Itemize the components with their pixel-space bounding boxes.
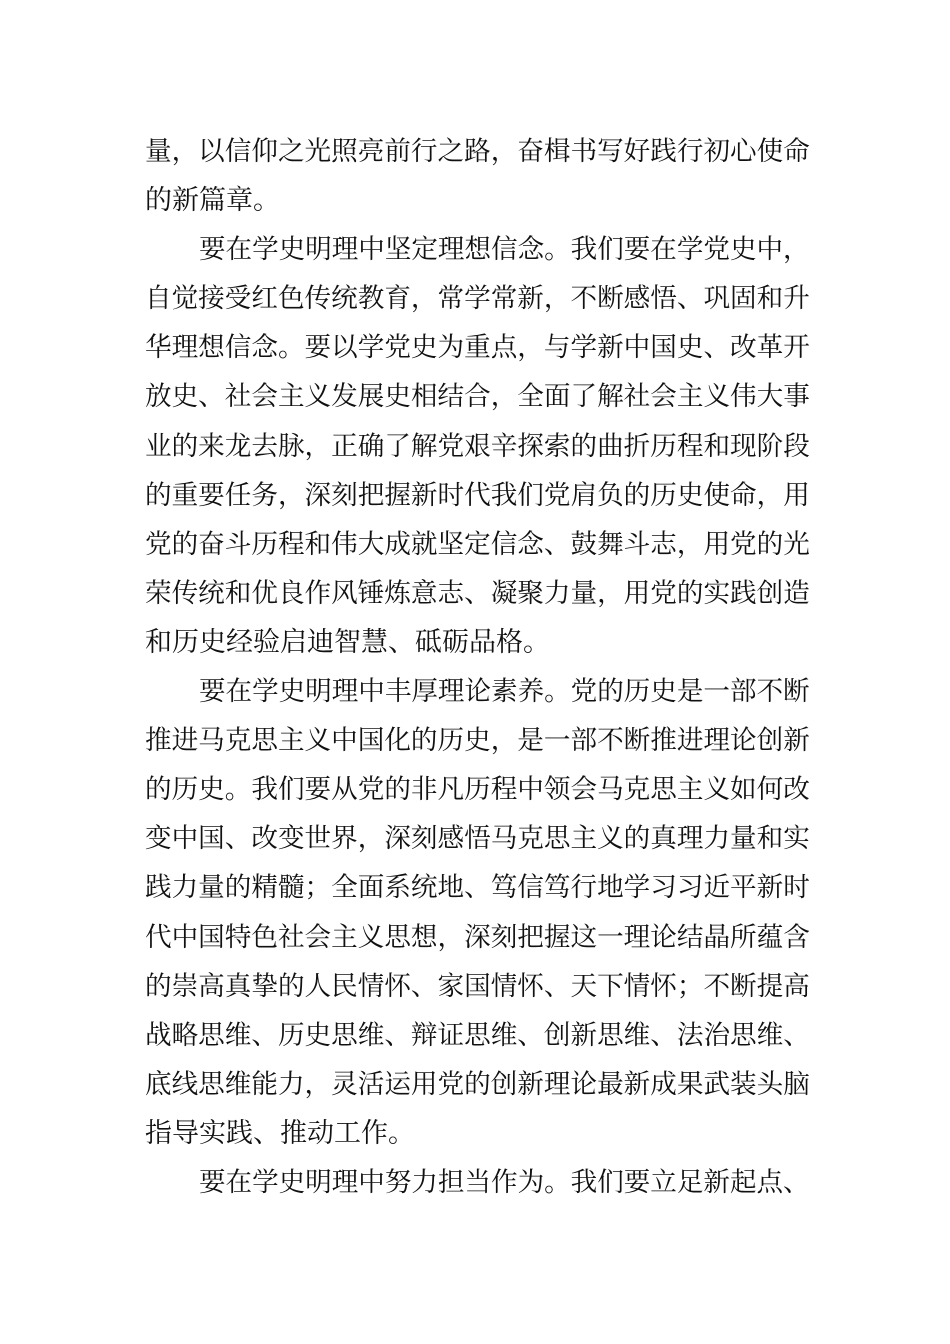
text-line: 要在学史明理中坚定理想信念。我们要在学党史中， bbox=[199, 234, 810, 266]
text-line: 荣传统和优良作风锤炼意志、凝聚力量，用党的实践创造 bbox=[145, 577, 810, 609]
text-line: 指导实践、推动工作。 bbox=[145, 1117, 415, 1149]
paragraph bbox=[145, 1158, 810, 1207]
paragraph bbox=[145, 225, 810, 667]
text-line: 践力量的精髓；全面系统地、笃信笃行地学习习近平新时 bbox=[145, 872, 810, 904]
text-line: 变中国、改变世界，深刻感悟马克思主义的真理力量和实 bbox=[145, 823, 810, 855]
text-line: 的重要任务，深刻把握新时代我们党肩负的历史使命，用 bbox=[145, 479, 810, 511]
text-line: 的历史。我们要从党的非凡历程中领会马克思主义如何改 bbox=[145, 774, 810, 806]
paragraph bbox=[145, 127, 810, 225]
text-line: 代中国特色社会主义思想，深刻把握这一理论结晶所蕴含 bbox=[145, 921, 810, 953]
paragraph bbox=[145, 667, 810, 1158]
text-line: 量，以信仰之光照亮前行之路，奋楫书写好践行初心使命 bbox=[145, 136, 810, 167]
text-line: 党的奋斗历程和伟大成就坚定信念、鼓舞斗志，用党的光 bbox=[145, 528, 810, 560]
text-line: 华理想信念。要以学党史为重点，与学新中国史、改革开 bbox=[145, 332, 810, 364]
document-body bbox=[145, 127, 810, 1207]
text-line: 战略思维、历史思维、辩证思维、创新思维、法治思维、 bbox=[145, 1019, 810, 1051]
text-line: 的新篇章。 bbox=[145, 185, 280, 217]
text-line: 底线思维能力，灵活运用党的创新理论最新成果武装头脑 bbox=[145, 1068, 810, 1100]
text-line: 要在学史明理中努力担当作为。我们要立足新起点、 bbox=[199, 1166, 810, 1198]
text-line: 推进马克思主义中国化的历史，是一部不断推进理论创新 bbox=[145, 725, 810, 757]
text-line: 要在学史明理中丰厚理论素养。党的历史是一部不断 bbox=[199, 676, 810, 708]
text-line: 自觉接受红色传统教育，常学常新，不断感悟、巩固和升 bbox=[145, 283, 810, 315]
text-line: 业的来龙去脉，正确了解党艰辛探索的曲折历程和现阶段 bbox=[145, 430, 810, 462]
text-line: 放史、社会主义发展史相结合，全面了解社会主义伟大事 bbox=[145, 381, 810, 413]
text-line: 和历史经验启迪智慧、砥砺品格。 bbox=[145, 626, 550, 658]
text-line: 的崇高真挚的人民情怀、家国情怀、天下情怀；不断提高 bbox=[145, 970, 810, 1002]
